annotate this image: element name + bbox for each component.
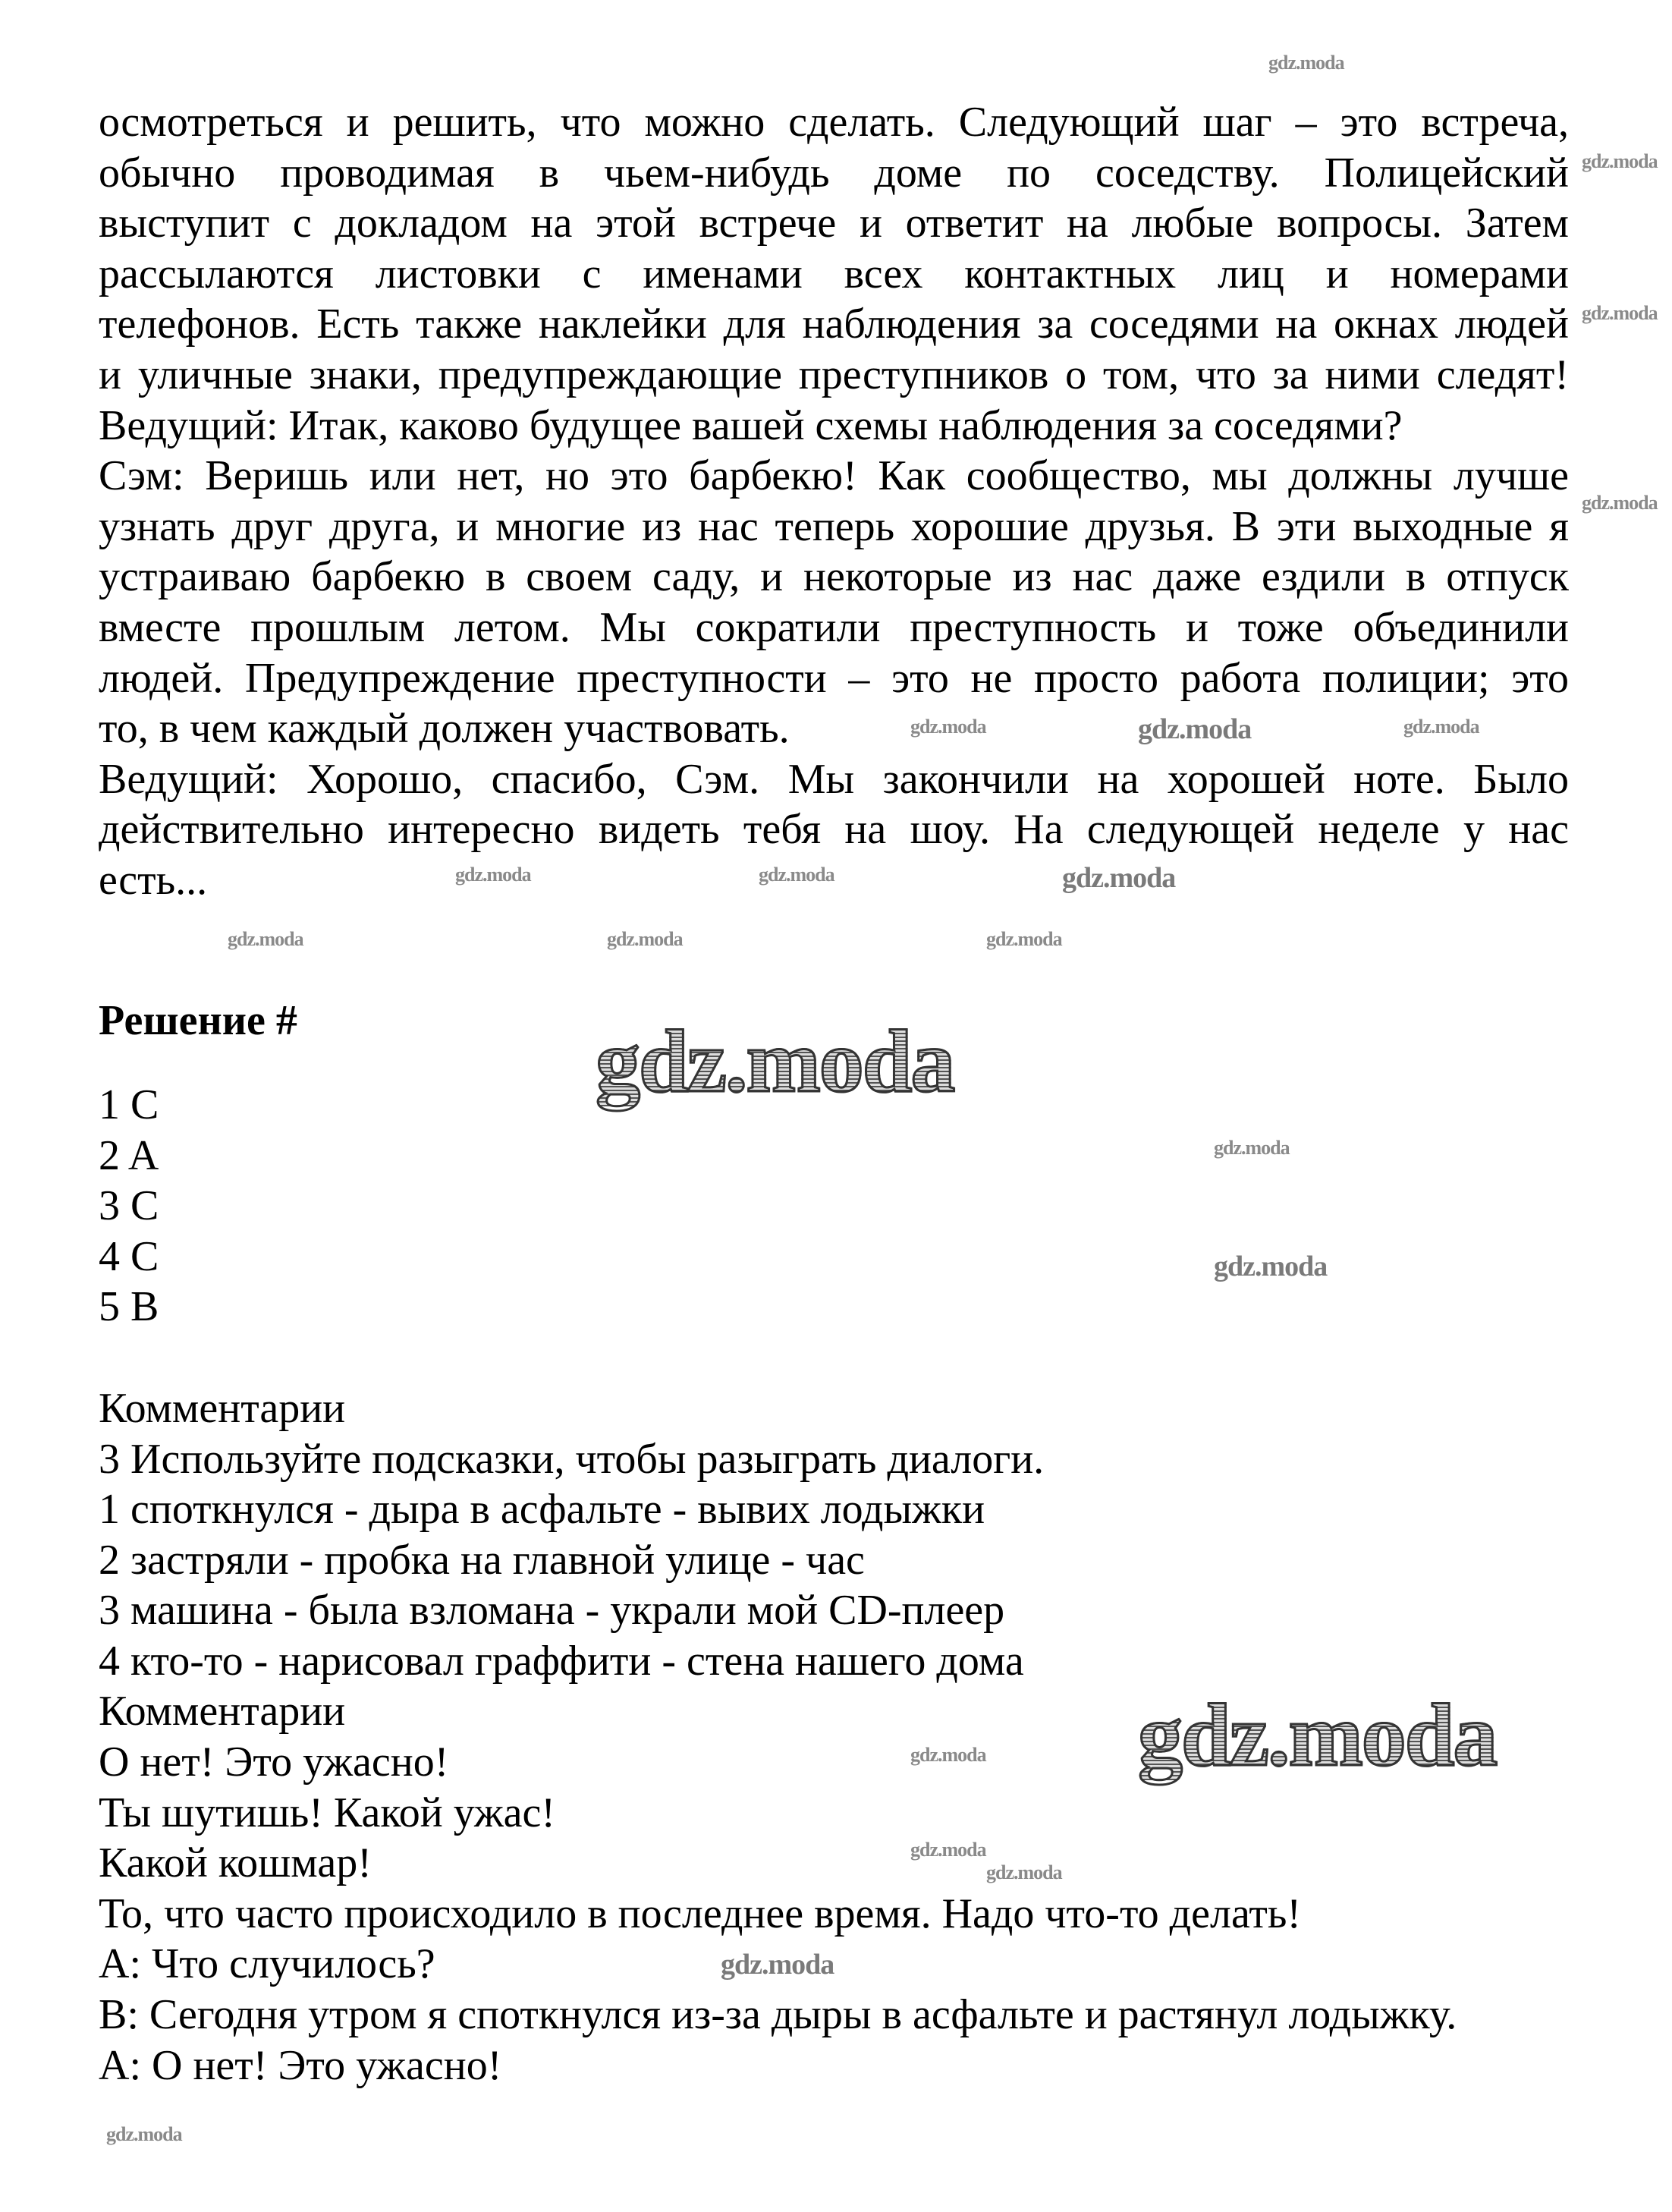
watermark-small: gdz.moda xyxy=(1214,1251,1328,1282)
text-line: узнать друг друга, и многие из нас теперь хорошие друзья. В эти выходные я xyxy=(99,503,1569,550)
watermark-small: gdz.moda xyxy=(1214,1137,1290,1159)
answer-item: 4 C xyxy=(99,1233,159,1280)
answer-item: 5 B xyxy=(99,1283,159,1330)
answer-item: 2 A xyxy=(99,1132,159,1179)
comment-line: То, что часто происходило в последнее время. Надо что-то делать! xyxy=(99,1890,1302,1937)
text-line: обычно проводимая в чьем-нибудь доме по соседству. Полицейский xyxy=(99,149,1569,197)
watermark-small: gdz.moda xyxy=(1138,713,1252,745)
comment-line: А: О нет! Это ужасно! xyxy=(99,2042,502,2089)
comment-line: В: Сегодня утром я споткнулся из-за дыры в асфальте и растянул лодыжку. xyxy=(99,1991,1457,2038)
watermark-small: gdz.moda xyxy=(1268,52,1344,74)
text-line: осмотреться и решить, что можно сделать. Следующий шаг – это встреча, xyxy=(99,99,1569,146)
comment-line: 3 машина - была взломана - украли мой CD-плеер xyxy=(99,1587,1005,1634)
watermark-small: gdz.moda xyxy=(1582,150,1658,172)
text-line: устраиваю барбекю в своем саду, и некоторые из нас даже ездили в отпуск xyxy=(99,553,1569,600)
comment-line: Какой кошмар! xyxy=(99,1839,372,1886)
watermark-small: gdz.moda xyxy=(1403,716,1479,738)
watermark-small: gdz.moda xyxy=(910,1839,986,1861)
text-line: вместе прошлым летом. Мы сократили преступность и тоже объединили xyxy=(99,604,1569,651)
comments-heading: Комментарии xyxy=(99,1385,346,1432)
watermark-small: gdz.moda xyxy=(910,1744,986,1766)
comment-line: 1 споткнулся - дыра в асфальте - вывих лодыжки xyxy=(99,1486,985,1533)
text-line: действительно интересно видеть тебя на шоу. На следующей неделе у нас xyxy=(99,806,1569,853)
watermark-small: gdz.moda xyxy=(106,2123,182,2145)
text-line: есть... xyxy=(99,857,208,904)
watermark-small: gdz.moda xyxy=(910,716,986,738)
watermark-large: gdz.moda xyxy=(596,1012,954,1111)
text-line: выступит с докладом на этой встрече и ответит на любые вопросы. Затем xyxy=(99,200,1569,247)
text-line: рассылаются листовки с именами всех контактных лиц и номерами xyxy=(99,250,1569,297)
text-line: Сэм: Веришь или нет, но это барбекю! Как сообщество, мы должны лучше xyxy=(99,452,1569,499)
text-line: людей. Предупреждение преступности – это не просто работа полиции; это xyxy=(99,655,1569,702)
comments-heading: Комментарии xyxy=(99,1688,346,1735)
watermark-small: gdz.moda xyxy=(986,928,1062,950)
watermark-large: gdz.moda xyxy=(1138,1685,1497,1785)
comment-line: 3 Используйте подсказки, чтобы разыграть диалоги. xyxy=(99,1436,1045,1483)
watermark-small: gdz.moda xyxy=(1582,492,1658,514)
watermark-small: gdz.moda xyxy=(759,864,834,886)
watermark-small: gdz.moda xyxy=(1062,862,1176,894)
comment-line: Ты шутишь! Какой ужас! xyxy=(99,1789,556,1836)
text-line: Ведущий: Итак, каково будущее вашей схемы наблюдения за соседями? xyxy=(99,402,1403,449)
watermark-small: gdz.moda xyxy=(1582,302,1658,324)
watermark-small: gdz.moda xyxy=(607,928,683,950)
watermark-small: gdz.moda xyxy=(228,928,303,950)
solution-heading: Решение # xyxy=(99,997,297,1044)
watermark-small: gdz.moda xyxy=(721,1949,834,1981)
answer-item: 3 C xyxy=(99,1182,159,1229)
text-line: телефонов. Есть также наклейки для наблюдения за соседями на окнах людей xyxy=(99,300,1569,348)
comment-line: О нет! Это ужасно! xyxy=(99,1738,449,1786)
comment-line: А: Что случилось? xyxy=(99,1940,435,1987)
text-line: то, в чем каждый должен участвовать. xyxy=(99,705,790,752)
comment-line: 2 застряли - пробка на главной улице - час xyxy=(99,1537,865,1584)
watermark-small: gdz.moda xyxy=(986,1861,1062,1883)
comment-line: 4 кто-то - нарисовал граффити - стена нашего дома xyxy=(99,1638,1024,1685)
text-line: Ведущий: Хорошо, спасибо, Сэм. Мы закончили на хорошей ноте. Было xyxy=(99,756,1569,803)
answer-item: 1 C xyxy=(99,1081,159,1128)
watermark-small: gdz.moda xyxy=(455,864,531,886)
text-line: и уличные знаки, предупреждающие преступников о том, что за ними следят! xyxy=(99,351,1569,398)
